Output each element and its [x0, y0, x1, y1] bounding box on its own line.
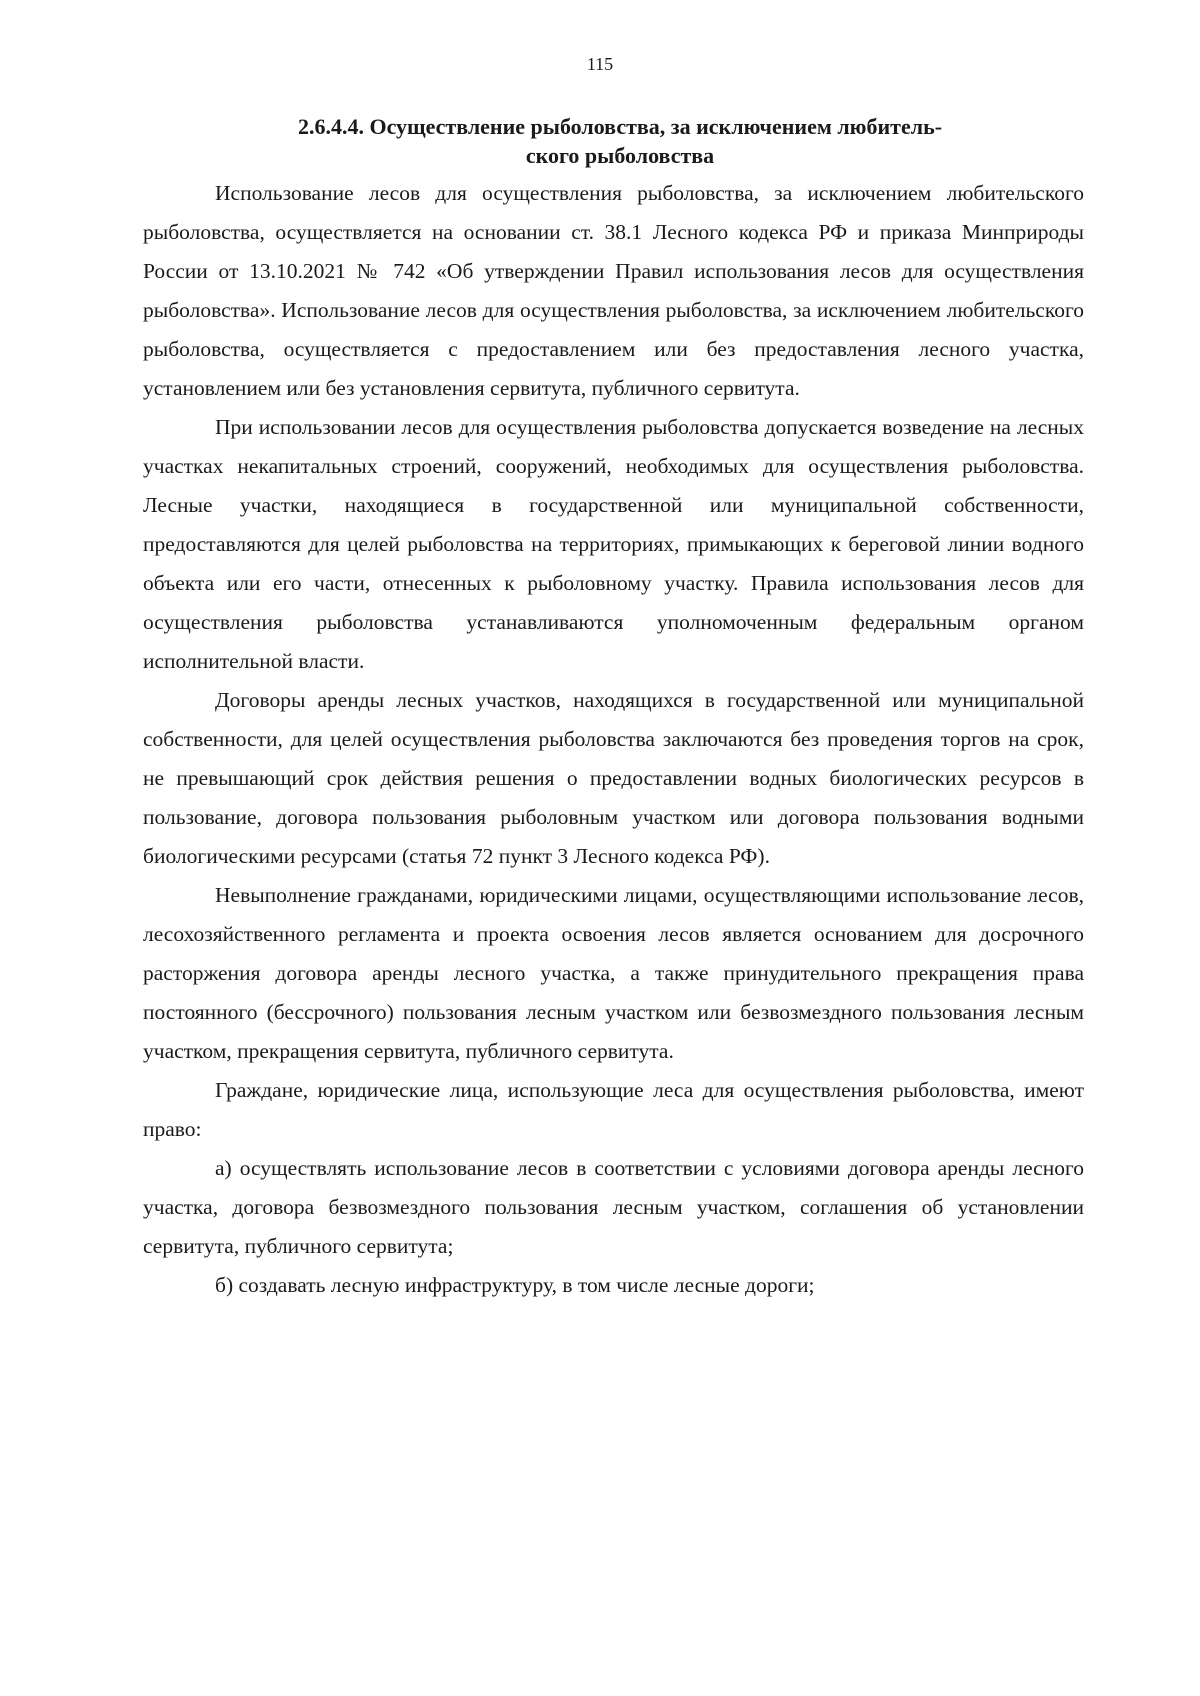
list-item-b: б) создавать лесную инфраструктуру, в том числе лесные дороги; [215, 1273, 815, 1297]
paragraph: При использовании лесов для осуществления рыболовства допускается возведение на лесных участках некапитальных строений, сооружений, необходимых для осуществления рыболовства. Лесные участки, находящиеся в государственной или муниципальной собственности, предоставляются для целей рыболовства на территориях, примыкающих к береговой линии водного объекта или его части, отнесенных к рыболовному участку. Правила использования лесов для осуществления рыболовства устанавливаются уполномоченным федеральным органом исполнительной власти. [143, 415, 1084, 673]
section-heading-line-1: 2.6.4.4. Осуществление рыболовства, за исключением любитель- [297, 114, 943, 139]
page-number: 115 [586, 54, 614, 74]
section-heading-line-2: ского рыболовства [525, 143, 715, 168]
paragraph: Граждане, юридические лица, использующие леса для осуществления рыболовства, имеют право: [143, 1078, 1084, 1141]
section-heading [200, 112, 1040, 170]
list-item-a: а) осуществлять использование лесов в соответствии с условиями договора аренды лесного участка, договора безвозмездного пользования лесным участком, соглашения об установлении сервитута, публичного сервитута; [143, 1156, 1084, 1258]
paragraph: Использование лесов для осуществления рыболовства, за исключением любительского рыболовства, осуществляется на основании ст. 38.1 Лесного кодекса РФ и приказа Минприроды России от 13.10.2021 № 742 «Об утверждении Правил использования лесов для осуществления рыболовства». Использование лесов для осуществления рыболовства, за исключением любительского рыболовства, осуществляется с предоставлением или без предоставления лесного участка, установлением или без установления сервитута, публичного сервитута. [143, 181, 1084, 400]
paragraph: Договоры аренды лесных участков, находящихся в государственной или муниципальной собственности, для целей осуществления рыболовства заключаются без проведения торгов на срок, не превышающий срок действия решения о предоставлении водных биологических ресурсов в пользование, договора пользования рыболовным участком или договора пользования водными биологическими ресурсами (статья 72 пункт 3 Лесного кодекса РФ). [143, 688, 1084, 868]
paragraph: Невыполнение гражданами, юридическими лицами, осуществляющими использование лесов, лесохозяйственного регламента и проекта освоения лесов является основанием для досрочного расторжения договора аренды лесного участка, а также принудительного прекращения права постоянного (бессрочного) пользования лесным участком или безвозмездного пользования лесным участком, прекращения сервитута, публичного сервитута. [143, 883, 1084, 1063]
body-text [143, 174, 1084, 1305]
